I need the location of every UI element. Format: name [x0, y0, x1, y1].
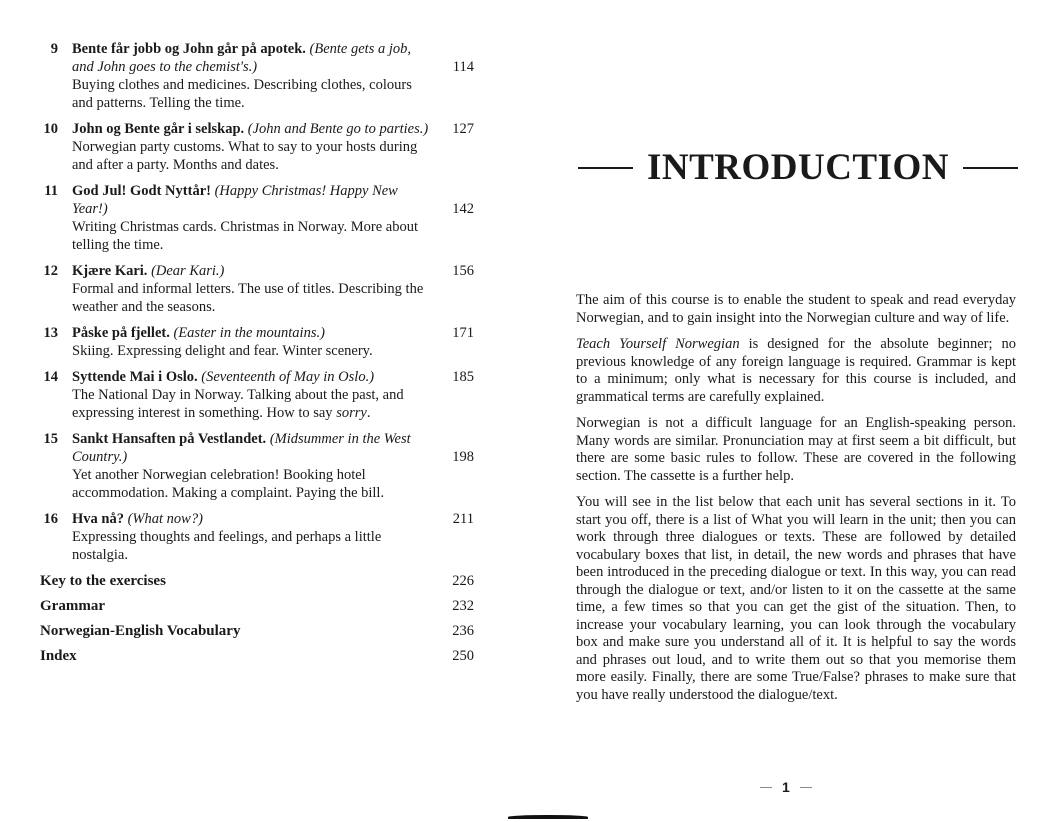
intro-paragraph-2: Teach Yourself Norwegian is designed for the absolute beginner; no previous knowledge of any foreign language is required. Grammar is kept to a minimum; only what is necessary for this course is included, and grammatical terms are carefully explained. — [576, 336, 1016, 405]
unit-description: Formal and informal letters. The use of titles. Describing the weather and the seasons. — [72, 281, 424, 315]
unit-page-number: 185 — [452, 369, 474, 385]
page-number-dash-left — [760, 787, 772, 788]
unit-page-number: 127 — [452, 121, 474, 137]
toc-entry-14 — [40, 368, 480, 422]
unit-description: Skiing. Expressing delight and fear. Winter scenery. — [72, 343, 373, 359]
unit-number: 15 — [43, 431, 58, 447]
unit-number: 9 — [50, 41, 58, 57]
unit-number: 12 — [43, 263, 58, 279]
toc-entry-15 — [40, 430, 480, 502]
unit-page-number: 156 — [452, 263, 474, 279]
heading-rule-right — [963, 167, 1018, 169]
unit-number: 16 — [43, 511, 58, 527]
introduction-body — [576, 292, 1016, 713]
unit-translation: (Midsummer in the West Country.) — [72, 431, 411, 465]
unit-description: Yet another Norwegian celebration! Booking hotel accommodation. Making a complaint. Paying the bill. — [72, 467, 385, 501]
unit-page-number: 198 — [452, 449, 474, 465]
toc-extra-label: Norwegian-English Vocabulary — [40, 623, 241, 639]
unit-translation: (Dear Kari.) — [151, 263, 225, 279]
toc-entry-16 — [40, 510, 480, 564]
chapter-title: INTRODUCTION — [646, 147, 950, 188]
scan-artifact — [508, 815, 588, 819]
unit-title: Bente får jobb og John går på apotek. — [72, 41, 306, 57]
heading-rule-left — [578, 167, 633, 169]
unit-translation: (John and Bente go to parties.) — [247, 121, 429, 137]
intro-paragraph-4: You will see in the list below that each unit has several sections in it. To start you off, there is a list of What you will learn in the unit; then you can work through three dialogues or texts. These are followed by detailed vocabulary boxes that list, in detail, the new words and phrases that have been introduced in the preceding dialogue or text. In this way, you can read through the dialogue or text, and/or listen to it on the cassette at the same time, a few times so that you can get the gist of the situation. Then, to increase your vocabulary learning, you can look through the vocabulary box and make sure you understand all of it. It is helpful to say the words and phrases out loud, and to write them out so that you memorise them more easily. Finally, there are some True/False? phrases to make sure that you have really understood the dialogue/text. — [576, 494, 1016, 703]
chapter-heading — [578, 146, 1018, 189]
unit-title: Syttende Mai i Oslo. — [72, 369, 198, 385]
unit-translation: (Seventeenth of May in Oslo.) — [201, 369, 375, 385]
unit-title: Påske på fjellet. — [72, 325, 170, 341]
toc-extra-index — [40, 647, 480, 665]
toc-extra-grammar — [40, 597, 480, 615]
unit-number: 14 — [43, 369, 58, 385]
toc-entry-13 — [40, 324, 480, 360]
toc-entry-12 — [40, 262, 480, 316]
unit-number: 10 — [43, 121, 58, 137]
unit-translation: (Happy Christmas! Happy New Year!) — [72, 183, 398, 217]
unit-title: God Jul! Godt Nyttår! — [72, 183, 211, 199]
unit-page-number: 211 — [452, 511, 474, 527]
unit-title: Hva nå? — [72, 511, 124, 527]
toc-entry-9 — [40, 40, 480, 112]
unit-description: Norwegian party customs. What to say to your hosts during and after a party. Months and dates. — [72, 139, 418, 173]
unit-title: Sankt Hansaften på Vestlandet. — [72, 431, 267, 447]
unit-number: 11 — [44, 183, 58, 199]
unit-page-number: 142 — [452, 201, 474, 217]
unit-title: John og Bente går i selskap. — [72, 121, 245, 137]
unit-description: Expressing thoughts and feelings, and perhaps a little nostalgia. — [72, 529, 382, 563]
page-number-value: 1 — [782, 779, 790, 795]
toc-extra-page: 236 — [452, 623, 474, 639]
unit-translation: (What now?) — [127, 511, 203, 527]
toc-extra-label: Grammar — [40, 598, 105, 614]
unit-description: Writing Christmas cards. Christmas in Norway. More about telling the time. — [72, 219, 419, 253]
toc-entry-10 — [40, 120, 480, 174]
unit-number: 13 — [43, 325, 58, 341]
toc-extra-page: 226 — [452, 573, 474, 589]
unit-title: Kjære Kari. — [72, 263, 148, 279]
toc-extra-page: 232 — [452, 598, 474, 614]
toc-entry-11 — [40, 182, 480, 254]
table-of-contents — [40, 40, 480, 672]
unit-page-number: 171 — [452, 325, 474, 341]
unit-description: Buying clothes and medicines. Describing clothes, colours and patterns. Telling the time. — [72, 77, 412, 111]
unit-translation: (Bente gets a job, and John goes to the chemist's.) — [72, 41, 412, 75]
toc-extra-label: Key to the exercises — [40, 573, 166, 589]
toc-extra-vocabulary — [40, 622, 480, 640]
unit-page-number: 114 — [452, 59, 474, 75]
toc-extra-label: Index — [40, 648, 77, 664]
toc-extra-key — [40, 572, 480, 590]
intro-paragraph-1: The aim of this course is to enable the student to speak and read everyday Norwegian, and to gain insight into the Norwegian culture and way of life. — [576, 292, 1016, 326]
unit-translation: (Easter in the mountains.) — [173, 325, 325, 341]
unit-description: The National Day in Norway. Talking about the past, and expressing interest in something. How to say sorry. — [72, 387, 404, 421]
intro-paragraph-3: Norwegian is not a difficult language for an English-speaking person. Many words are similar. Pronunciation may at first seem a bit difficult, but there are some basic rules to follow. These are covered in the following section. The cassette is a further help. — [576, 415, 1016, 484]
page-number — [760, 779, 812, 795]
toc-extra-page: 250 — [452, 648, 474, 664]
page-number-dash-right — [800, 787, 812, 788]
